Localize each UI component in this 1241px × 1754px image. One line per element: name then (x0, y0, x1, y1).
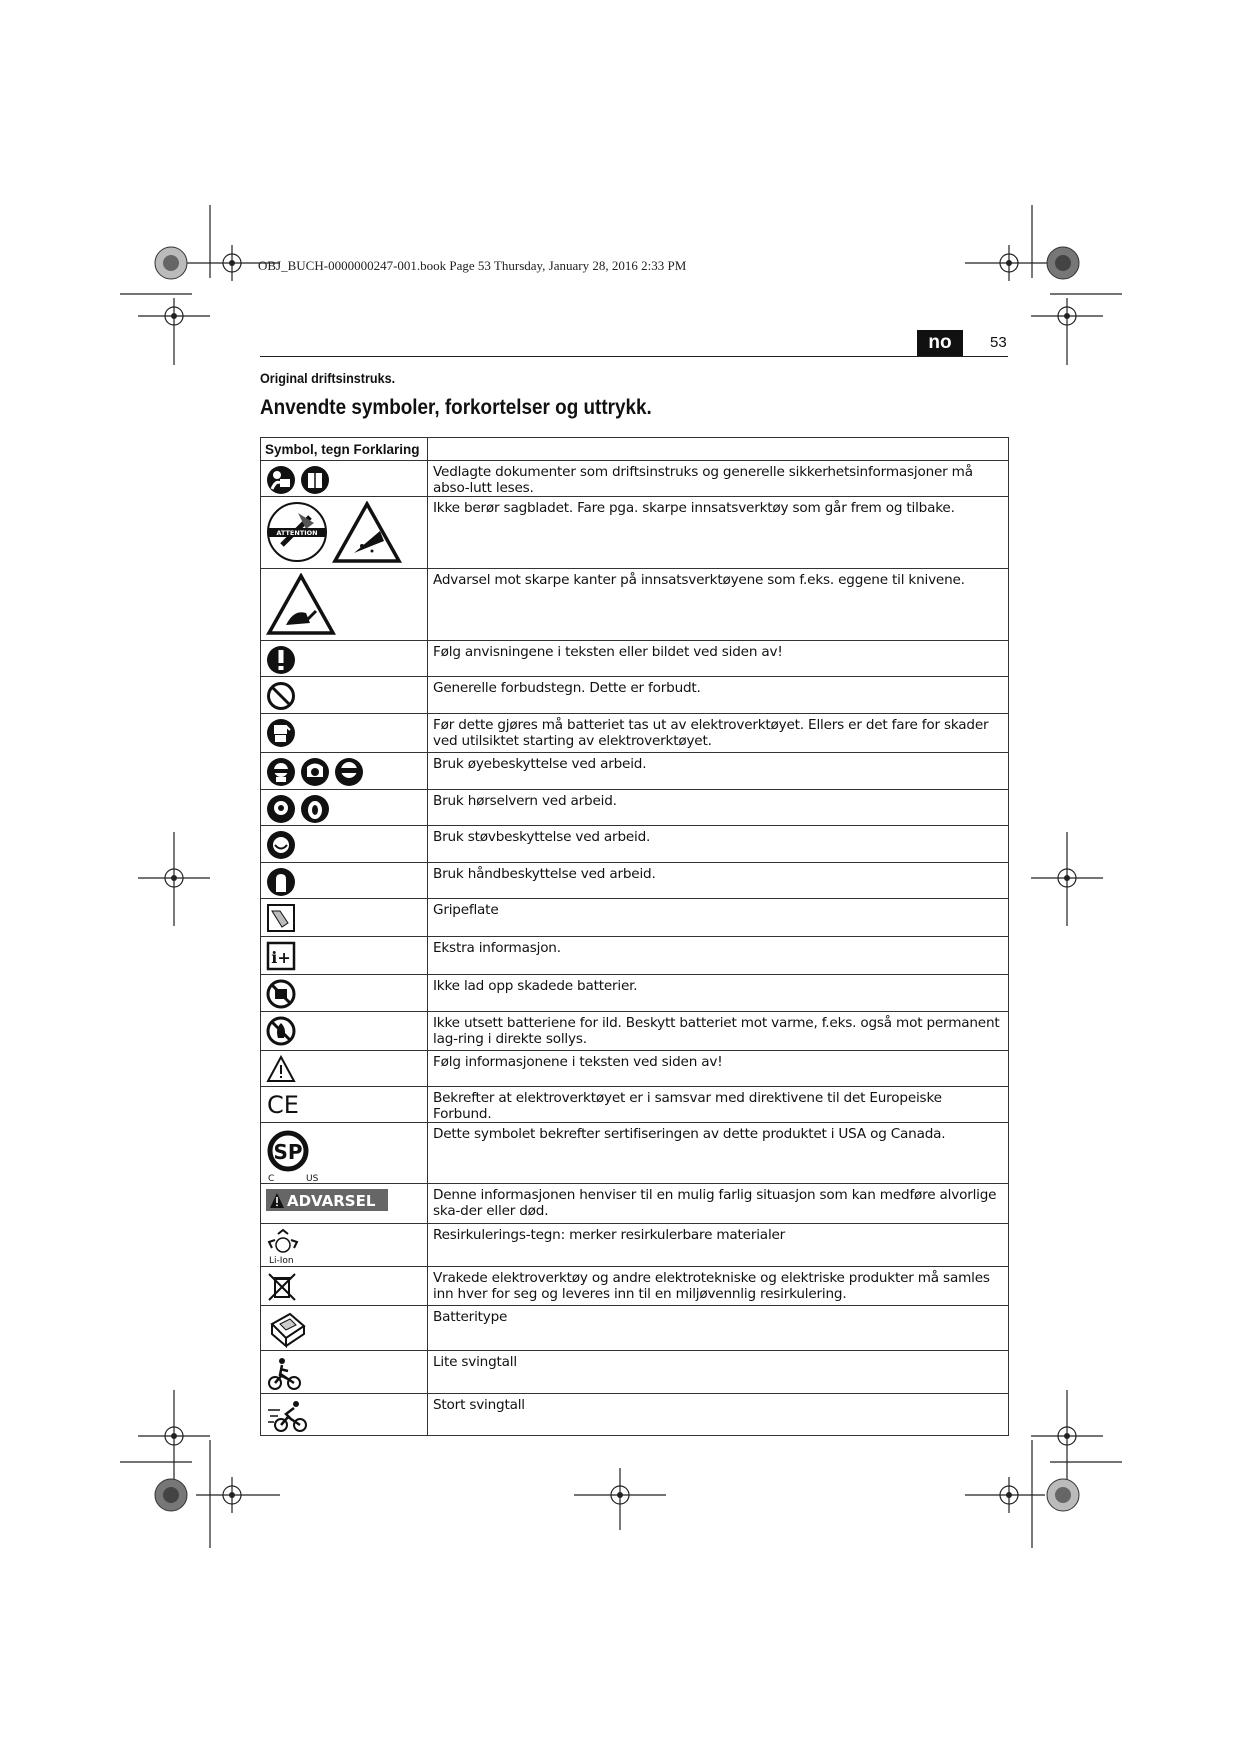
advarsel-label: ADVARSEL (287, 1192, 376, 1210)
table-row (261, 641, 1009, 677)
row-text: Ikke berør sagbladet. Fare pga. skarpe innsatsverktøy som går frem og tilbake. (428, 497, 1009, 569)
page-title: Anvendte symboler, forkortelser og uttrykk. (260, 396, 652, 419)
table-row (261, 1184, 1009, 1224)
csa-mark-icon (266, 1127, 328, 1183)
book-icon (300, 465, 330, 495)
table-row (261, 790, 1009, 826)
table-row (261, 899, 1009, 937)
table-row (261, 714, 1009, 753)
table-row (261, 1351, 1009, 1394)
table-row (261, 937, 1009, 975)
row-text: Dette symbolet bekrefter sertifiseringen av dette produktet i USA og Canada. (428, 1123, 1009, 1184)
table-row (261, 1306, 1009, 1351)
info-plus-icon (266, 941, 296, 971)
table-row (261, 753, 1009, 790)
goggles-icon (334, 757, 364, 787)
row-text: Bruk hørselvern ved arbeid. (428, 790, 1009, 826)
row-text: Denne informasjonen henviser til en mulig farlig situasjon som kan medføre alvorlige ska-der eller død. (428, 1184, 1009, 1224)
row-text: Bruk håndbeskyttelse ved arbeid. (428, 863, 1009, 899)
table-row (261, 975, 1009, 1012)
table-row (261, 497, 1009, 569)
sharp-edges-warning-icon (266, 573, 336, 635)
header-explanation (428, 438, 1009, 461)
ear-muffs-icon (300, 794, 330, 824)
header-symbol: Symbol, tegn Forklaring (261, 438, 428, 461)
csa-label: SP (273, 1140, 303, 1164)
row-text: Gripeflate (428, 899, 1009, 937)
warning-blade-icon (332, 501, 402, 563)
row-text: Ikke utsett batteriene for ild. Beskytt batteriet mot varme, f.eks. også mot permanent lag-ring i direkte sollys. (428, 1012, 1009, 1051)
row-text: Følg anvisningene i teksten eller bildet ved siden av! (428, 641, 1009, 677)
ear-protection-icon (266, 794, 296, 824)
row-text: Generelle forbudstegn. Dette er forbudt. (428, 677, 1009, 714)
row-text: Advarsel mot skarpe kanter på innsatsverktøyene som f.eks. eggene til knivene. (428, 569, 1009, 641)
row-text: Resirkulerings-tegn: merker resirkulerbare materialer (428, 1224, 1009, 1267)
row-text: Bruk støvbeskyttelse ved arbeid. (428, 826, 1009, 863)
table-row (261, 1051, 1009, 1087)
remove-battery-icon (266, 718, 296, 748)
prohibition-icon (266, 681, 296, 711)
low-speed-icon (266, 1355, 302, 1391)
page-number: 53 (990, 334, 1007, 351)
symbol-table (260, 437, 1009, 1436)
ce-label: CE (267, 1091, 299, 1117)
row-text: Ekstra informasjon. (428, 937, 1009, 975)
read-manual-icon (266, 465, 296, 495)
eye-protection-icon (266, 757, 296, 787)
no-charge-damaged-battery-icon (266, 979, 296, 1009)
table-row (261, 1224, 1009, 1267)
header-rule (260, 356, 1008, 357)
dust-mask-icon (266, 830, 296, 860)
warning-triangle-icon (266, 1055, 296, 1083)
high-speed-icon (266, 1398, 308, 1434)
table-row (261, 1087, 1009, 1123)
row-text: Vedlagte dokumenter som driftsinstruks og generelle sikkerhetsinformasjoner må abso-lutt leses. (428, 461, 1009, 497)
row-text: Bruk øyebeskyttelse ved arbeid. (428, 753, 1009, 790)
face-shield-icon (300, 757, 330, 787)
mandatory-exclamation-icon (266, 645, 296, 675)
grip-surface-icon (266, 903, 296, 933)
crossed-bin-icon (266, 1271, 298, 1303)
table-header-row (261, 438, 1009, 461)
row-text: Lite svingtall (428, 1351, 1009, 1394)
table-row (261, 826, 1009, 863)
table-row (261, 1267, 1009, 1306)
csa-c-label: C (268, 1174, 275, 1183)
row-text: Følg informasjonene i teksten ved siden av! (428, 1051, 1009, 1087)
attention-label: ATTENTION (276, 529, 318, 537)
language-badge: no (917, 330, 963, 356)
row-text: Bekrefter at elektroverktøyet er i samsvar med direktivene til det Europeiske Forbund. (428, 1087, 1009, 1123)
table-row (261, 1394, 1009, 1436)
doc-subtitle: Original driftsinstruks. (260, 370, 396, 386)
row-text: Stort svingtall (428, 1394, 1009, 1436)
advarsel-label-icon (266, 1188, 388, 1212)
table-row (261, 677, 1009, 714)
print-info: OBJ_BUCH-0000000247-001.book Page 53 Thursday, January 28, 2016 2:33 PM (258, 258, 687, 273)
row-text: Batteritype (428, 1306, 1009, 1351)
ce-mark-icon (266, 1091, 302, 1117)
table-row (261, 1123, 1009, 1184)
table-row (261, 1012, 1009, 1051)
attention-blade-icon (266, 501, 328, 563)
li-ion-label: Li-Ion (269, 1256, 294, 1266)
row-text: Før dette gjøres må batteriet tas ut av elektroverktøyet. Ellers er det fare for skader ved utilsiktet starting av elektroverktøyet. (428, 714, 1009, 753)
table-row (261, 863, 1009, 899)
info-label: i+ (271, 948, 291, 967)
battery-type-icon (266, 1310, 308, 1350)
table-row (261, 569, 1009, 641)
row-text: Ikke lad opp skadede batterier. (428, 975, 1009, 1012)
table-row (261, 461, 1009, 497)
csa-us-label: US (306, 1174, 319, 1183)
no-fire-battery-icon (266, 1016, 296, 1046)
gloves-icon (266, 867, 296, 897)
recycling-li-ion-icon (266, 1228, 300, 1266)
row-text: Vrakede elektroverktøy og andre elektrotekniske og elektriske produkter må samles inn hver for seg og leveres inn til en miljøvennlig resirkulering. (428, 1267, 1009, 1306)
